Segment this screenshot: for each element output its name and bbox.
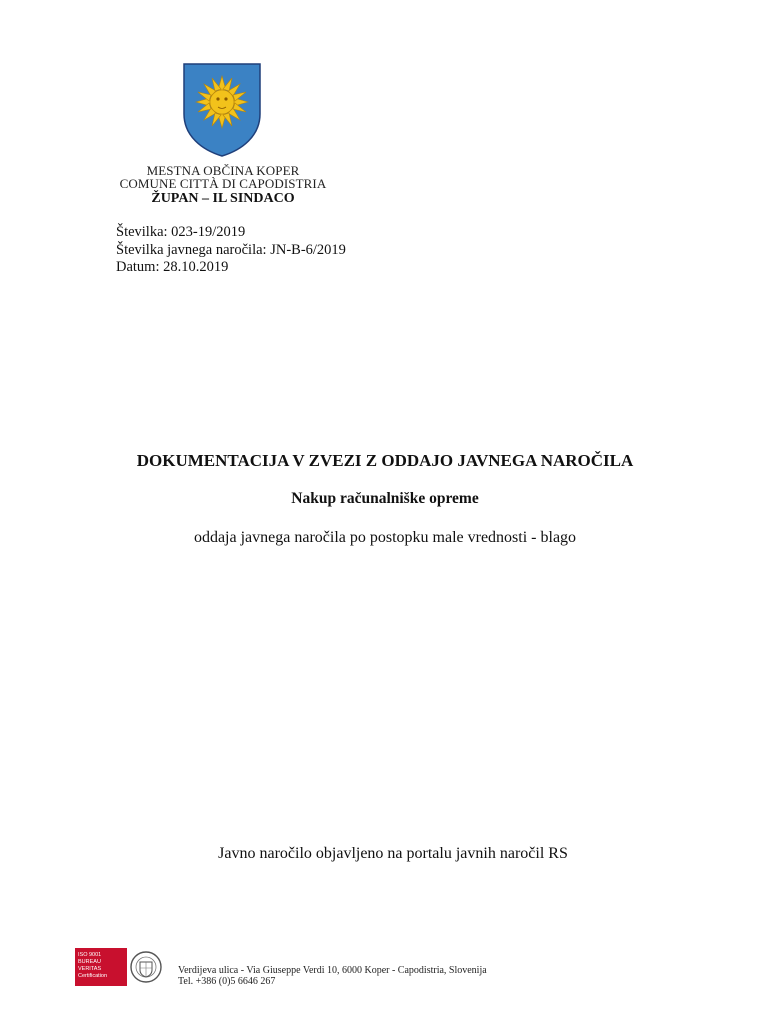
document-title: DOKUMENTACIJA V ZVEZI Z ODDAJO JAVNEGA NAROČILA [136, 451, 634, 470]
footer-phone: Tel. +386 (0)5 6646 267 [178, 976, 276, 987]
bureau-veritas-badge [75, 948, 127, 986]
document-date: Datum: 28.10.2019 [116, 259, 229, 275]
document-number: Številka: 023-19/2019 [116, 224, 246, 240]
certification-seal-icon [129, 948, 163, 986]
footer-address: Verdijeva ulica - Via Giuseppe Verdi 10, 6000 Koper - Capodistria, Slovenija [178, 965, 487, 976]
certification-logo [75, 948, 163, 986]
coat-of-arms-logo [182, 62, 262, 158]
procedure-description: oddaja javnega naročila po postopku male vrednosti - blago [193, 529, 577, 546]
sun-crest-icon [182, 62, 262, 158]
procurement-number: Številka javnega naročila: JN-B-6/2019 [116, 242, 346, 258]
portal-note: Javno naročilo objavljeno na portalu javnih naročil RS [218, 845, 568, 862]
office-title: ŽUPAN – IL SINDACO [151, 191, 295, 206]
document-subtitle: Nakup računalniške opreme [291, 490, 479, 507]
cert-line-iso: ISO 9001 [78, 952, 102, 958]
cert-line-name: BUREAU VERITAS [78, 959, 102, 972]
cert-line-type: Certification [78, 973, 108, 979]
org-name-slovene: MESTNA OBČINA KOPER [146, 163, 300, 178]
org-name-italian: COMUNE CITTÀ DI CAPODISTRIA [119, 176, 327, 191]
